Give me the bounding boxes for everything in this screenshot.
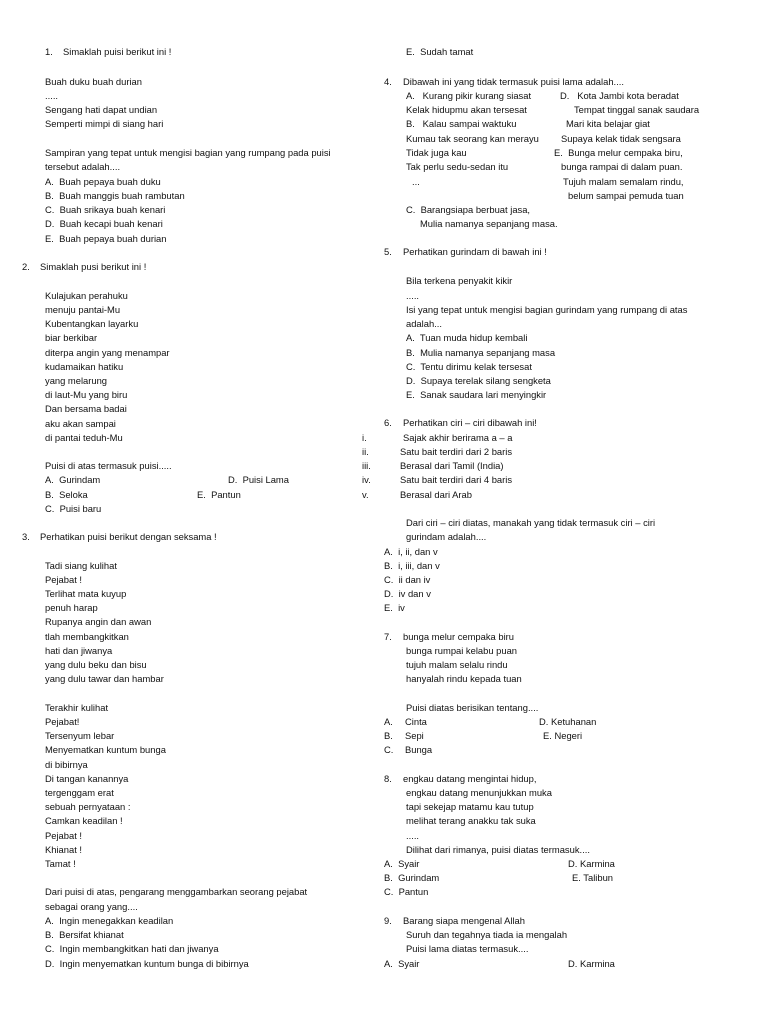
answer-option: A. Syair bbox=[384, 858, 420, 869]
question-text: sebagai orang yang.... bbox=[45, 901, 138, 912]
poem-line: di bibirnya bbox=[45, 759, 88, 770]
poem-line: melihat terang anakku tak suka bbox=[406, 815, 536, 826]
q1-instruction: Simaklah puisi berikut ini ! bbox=[63, 46, 172, 57]
roman-numeral: iii. bbox=[362, 460, 371, 471]
poem-line: bunga rampai di dalam puan. bbox=[561, 161, 683, 172]
poem-line: kudamaikan hatiku bbox=[45, 361, 124, 372]
q7-number: 7. bbox=[384, 631, 392, 642]
q4-number: 4. bbox=[384, 76, 392, 87]
answer-option: Bunga bbox=[405, 744, 433, 755]
answer-option: E. Sanak saudara lari menyingkir bbox=[406, 389, 547, 400]
roman-numeral: v. bbox=[362, 489, 369, 500]
answer-option: B. Gurindam bbox=[384, 872, 440, 883]
poem-line: menuju pantai-Mu bbox=[45, 304, 121, 315]
poem-line: di pantai teduh-Mu bbox=[45, 432, 123, 443]
poem-line: hati dan jiwanya bbox=[45, 645, 113, 656]
answer-option: D. Puisi Lama bbox=[228, 474, 289, 485]
answer-option: A. Gurindam bbox=[45, 474, 101, 485]
roman-numeral: ii. bbox=[362, 446, 369, 457]
q6-number: 6. bbox=[384, 417, 392, 428]
list-item: Berasal dari Tamil (India) bbox=[400, 460, 504, 471]
poem-line: Pejabat! bbox=[45, 716, 80, 727]
poem-line: Tersenyum lebar bbox=[45, 730, 115, 741]
answer-option: E. Pantun bbox=[197, 489, 241, 500]
poem-line: ..... bbox=[406, 290, 420, 301]
poem-line: sebuah pernyataan : bbox=[45, 801, 131, 812]
answer-option: A. Tuan muda hidup kembali bbox=[406, 332, 528, 343]
question-text: Dari ciri – ciri diatas, manakah yang tidak termasuk ciri – ciri bbox=[406, 517, 656, 528]
poem-line: Tidak juga kau bbox=[406, 147, 467, 158]
answer-option: Cinta bbox=[405, 716, 427, 727]
poem-line: Terlihat mata kuyup bbox=[45, 588, 127, 599]
poem-line: yang melarung bbox=[45, 375, 108, 386]
poem-line: Di tangan kanannya bbox=[45, 773, 129, 784]
q9-number: 9. bbox=[384, 915, 392, 926]
poem-line: hanyalah rindu kepada tuan bbox=[406, 673, 522, 684]
poem-line: aku akan sampai bbox=[45, 418, 116, 429]
answer-option: B. Bersifat khianat bbox=[45, 929, 124, 940]
question-text: Sampiran yang tepat untuk mengisi bagian yang rumpang pada puisi bbox=[45, 147, 331, 158]
question-text: adalah... bbox=[406, 318, 442, 329]
poem-line: Semperti mimpi di siang hari bbox=[45, 118, 164, 129]
poem-line: Buah duku buah durian bbox=[45, 76, 142, 87]
answer-option: A. Kurang pikir kurang siasat bbox=[406, 90, 532, 101]
question-text: Dari puisi di atas, pengarang menggambarkan seorang pejabat bbox=[45, 886, 308, 897]
poem-line: bunga melur cempaka biru bbox=[403, 631, 514, 642]
poem-line: Kulajukan perahuku bbox=[45, 290, 128, 301]
list-item: Satu bait terdiri dari 4 baris bbox=[400, 474, 513, 485]
poem-line: ..... bbox=[45, 90, 59, 101]
answer-option: C. Buah srikaya buah kenari bbox=[45, 204, 166, 215]
poem-line: Bila terkena penyakit kikir bbox=[406, 275, 513, 286]
answer-option: D. iv dan v bbox=[384, 588, 431, 599]
poem-line: Camkan keadilan ! bbox=[45, 815, 123, 826]
q8-number: 8. bbox=[384, 773, 392, 784]
list-item: Sajak akhir berirama a – a bbox=[403, 432, 513, 443]
poem-line: ... bbox=[412, 176, 420, 187]
q6-instruction: Perhatikan ciri – ciri dibawah ini! bbox=[403, 417, 537, 428]
list-item: Berasal dari Arab bbox=[400, 489, 472, 500]
answer-option: E. iv bbox=[384, 602, 405, 613]
question-text: Puisi lama diatas termasuk.... bbox=[406, 943, 529, 954]
poem-line: Mulia namanya sepanjang masa. bbox=[420, 218, 558, 229]
poem-line: ..... bbox=[406, 830, 420, 841]
roman-numeral: i. bbox=[362, 432, 367, 443]
poem-line: Menyematkan kuntum bunga bbox=[45, 744, 166, 755]
poem-line: diterpa angin yang menampar bbox=[45, 347, 170, 358]
poem-line: Supaya kelak tidak sengsara bbox=[561, 133, 681, 144]
q2-instruction: Simaklah pusi berikut ini ! bbox=[40, 261, 147, 272]
answer-option: D. Ingin menyematkan kuntum bunga di bibirnya bbox=[45, 958, 249, 969]
list-item: Satu bait terdiri dari 2 baris bbox=[400, 446, 513, 457]
answer-option: C. Barangsiapa berbuat jasa, bbox=[406, 204, 531, 215]
option-letter: B. bbox=[384, 730, 393, 741]
poem-line: Khianat ! bbox=[45, 844, 83, 855]
answer-option: B. Mulia namanya sepanjang masa bbox=[406, 347, 556, 358]
poem-line: bunga rumpai kelabu puan bbox=[406, 645, 518, 656]
answer-option: E. Talibun bbox=[572, 872, 613, 883]
q1-number: 1. bbox=[45, 46, 53, 57]
answer-option: A. i, ii, dan v bbox=[384, 546, 438, 557]
answer-option: C. Tentu dirimu kelak tersesat bbox=[406, 361, 532, 372]
poem-line: Tempat tinggal sanak saudara bbox=[574, 104, 700, 115]
poem-line: Kumau tak seorang kan merayu bbox=[406, 133, 539, 144]
question-text: Puisi di atas termasuk puisi..... bbox=[45, 460, 172, 471]
poem-line: tlah membangkitkan bbox=[45, 631, 129, 642]
poem-line: Tujuh malam semalam rindu, bbox=[563, 176, 684, 187]
poem-line: Rupanya angin dan awan bbox=[45, 616, 152, 627]
answer-option: D. Karmina bbox=[568, 858, 615, 869]
answer-option: E. Negeri bbox=[543, 730, 583, 741]
poem-line: Tadi siang kulihat bbox=[45, 560, 117, 571]
option-letter: C. bbox=[384, 744, 394, 755]
poem-line: tergenggam erat bbox=[45, 787, 114, 798]
q5-number: 5. bbox=[384, 246, 392, 257]
poem-line: Kelak hidupmu akan tersesat bbox=[406, 104, 527, 115]
q4-instruction: Dibawah ini yang tidak termasuk puisi lama adalah.... bbox=[403, 76, 624, 87]
poem-line: Tak perlu sedu-sedan itu bbox=[406, 161, 509, 172]
answer-option: C. ii dan iv bbox=[384, 574, 431, 585]
question-text: tersebut adalah.... bbox=[45, 161, 121, 172]
answer-option: E. Sudah tamat bbox=[406, 46, 474, 57]
poem-line: Sengang hati dapat undian bbox=[45, 104, 158, 115]
q5-instruction: Perhatikan gurindam di bawah ini ! bbox=[403, 246, 547, 257]
q3-number: 3. bbox=[22, 531, 30, 542]
answer-option: B. i, iii, dan v bbox=[384, 560, 440, 571]
answer-option: C. Puisi baru bbox=[45, 503, 102, 514]
answer-option: B. Seloka bbox=[45, 489, 88, 500]
answer-option: C. Pantun bbox=[384, 886, 429, 897]
poem-line: belum sampai pemuda tuan bbox=[568, 190, 684, 201]
answer-option: D. Supaya terelak silang sengketa bbox=[406, 375, 551, 386]
poem-line: Suruh dan tegahnya tiada ia mengalah bbox=[406, 929, 568, 940]
poem-line: engkau datang mengintai hidup, bbox=[403, 773, 537, 784]
answer-option: D. Kota Jambi kota beradat bbox=[560, 90, 679, 101]
poem-line: Pejabat ! bbox=[45, 574, 83, 585]
answer-option: B. Buah manggis buah rambutan bbox=[45, 190, 185, 201]
q2-number: 2. bbox=[22, 261, 30, 272]
poem-line: Mari kita belajar giat bbox=[566, 118, 650, 129]
answer-option: C. Ingin membangkitkan hati dan jiwanya bbox=[45, 943, 219, 954]
answer-option: B. Kalau sampai waktuku bbox=[406, 118, 517, 129]
poem-line: engkau datang menunjukkan muka bbox=[406, 787, 552, 798]
poem-line: Barang siapa mengenal Allah bbox=[403, 915, 525, 926]
answer-option: E. Buah pepaya buah durian bbox=[45, 233, 167, 244]
poem-line: Dan bersama badai bbox=[45, 403, 127, 414]
q3-instruction: Perhatikan puisi berikut dengan seksama ! bbox=[40, 531, 217, 542]
answer-option: D. Karmina bbox=[568, 958, 615, 969]
poem-line: Kubentangkan layarku bbox=[45, 318, 139, 329]
poem-line: Tamat ! bbox=[45, 858, 76, 869]
question-text: Puisi diatas berisikan tentang.... bbox=[406, 702, 539, 713]
poem-line: tapi sekejap matamu kau tutup bbox=[406, 801, 534, 812]
answer-option: D. Ketuhanan bbox=[539, 716, 597, 727]
answer-option: Sepi bbox=[405, 730, 424, 741]
answer-option: A. Buah pepaya buah duku bbox=[45, 176, 161, 187]
poem-line: biar berkibar bbox=[45, 332, 98, 343]
poem-line: tujuh malam selalu rindu bbox=[406, 659, 508, 670]
option-letter: A. bbox=[384, 716, 393, 727]
question-text: Isi yang tepat untuk mengisi bagian gurindam yang rumpang di atas bbox=[406, 304, 688, 315]
roman-numeral: iv. bbox=[362, 474, 371, 485]
answer-option: E. Bunga melur cempaka biru, bbox=[554, 147, 683, 158]
answer-option: D. Buah kecapi buah kenari bbox=[45, 218, 163, 229]
poem-line: di laut-Mu yang biru bbox=[45, 389, 128, 400]
poem-line: Pejabat ! bbox=[45, 830, 83, 841]
answer-option: A. Ingin menegakkan keadilan bbox=[45, 915, 174, 926]
poem-line: yang dulu tawar dan hambar bbox=[45, 673, 164, 684]
answer-option: A. Syair bbox=[384, 958, 420, 969]
poem-line: Terakhir kulihat bbox=[45, 702, 109, 713]
poem-line: yang dulu beku dan bisu bbox=[45, 659, 147, 670]
question-text: gurindam adalah.... bbox=[406, 531, 487, 542]
poem-line: penuh harap bbox=[45, 602, 98, 613]
question-text: Dilihat dari rimanya, puisi diatas termasuk.... bbox=[406, 844, 590, 855]
